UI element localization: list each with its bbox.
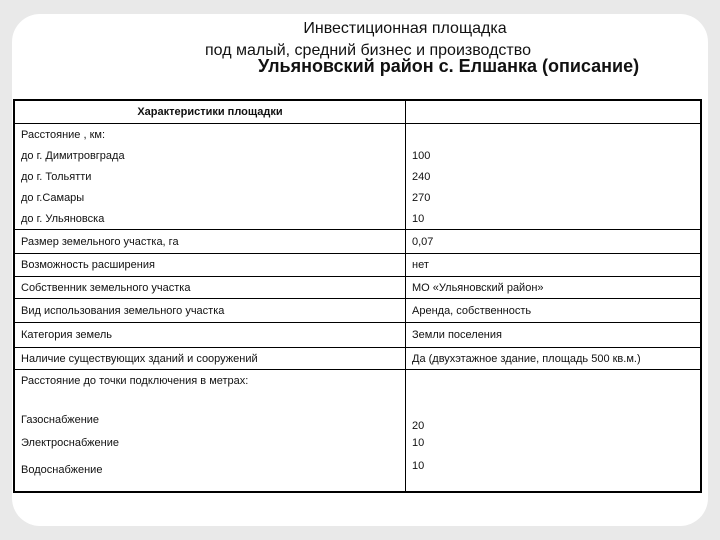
title-line-1: Инвестиционная площадка: [303, 20, 507, 37]
title-line-2: под малый, средний бизнес и производство: [205, 42, 531, 59]
row-value: МО «Ульяновский район»: [406, 277, 702, 299]
row-value: 20: [406, 392, 702, 432]
row-key: до г.Самары: [14, 187, 406, 208]
row-value: 10: [406, 208, 702, 230]
row-key: Собственник земельного участка: [14, 277, 406, 299]
row-key: Вид использования земельного участка: [14, 299, 406, 323]
row-key: Размер земельного участка, га: [14, 230, 406, 254]
utilities-label: Расстояние до точки подключения в метрах:: [14, 370, 406, 392]
row-value: нет: [406, 254, 702, 277]
row-value: Да (двухэтажное здание, площадь 500 кв.м.): [406, 348, 702, 370]
row-value: 10: [406, 432, 702, 454]
title-line-3: Ульяновский район с. Елшанка (описание): [258, 56, 640, 76]
characteristics-table: [13, 99, 702, 493]
header-empty: [406, 100, 702, 124]
row-value: 240: [406, 166, 702, 187]
row-key: Газоснабжение: [14, 392, 406, 432]
row-key: Водоснабжение: [14, 454, 406, 492]
table-header: Характеристики площадки: [14, 100, 406, 124]
row-value: 10: [406, 454, 702, 492]
row-key: до г. Ульяновска: [14, 208, 406, 230]
row-key: Категория земель: [14, 323, 406, 348]
row-value: Аренда, собственность: [406, 299, 702, 323]
row-key: Возможность расширения: [14, 254, 406, 277]
empty-cell: [406, 370, 702, 392]
row-value: 270: [406, 187, 702, 208]
row-key: Электроснабжение: [14, 432, 406, 454]
row-key: до г. Тольятти: [14, 166, 406, 187]
row-value: 0,07: [406, 230, 702, 254]
empty-cell: [406, 124, 702, 146]
row-value: Земли поселения: [406, 323, 702, 348]
distance-label: Расстояние , км:: [14, 124, 406, 146]
row-key: Наличие существующих зданий и сооружений: [14, 348, 406, 370]
row-value: 100: [406, 145, 702, 166]
row-key: до г. Димитровграда: [14, 145, 406, 166]
